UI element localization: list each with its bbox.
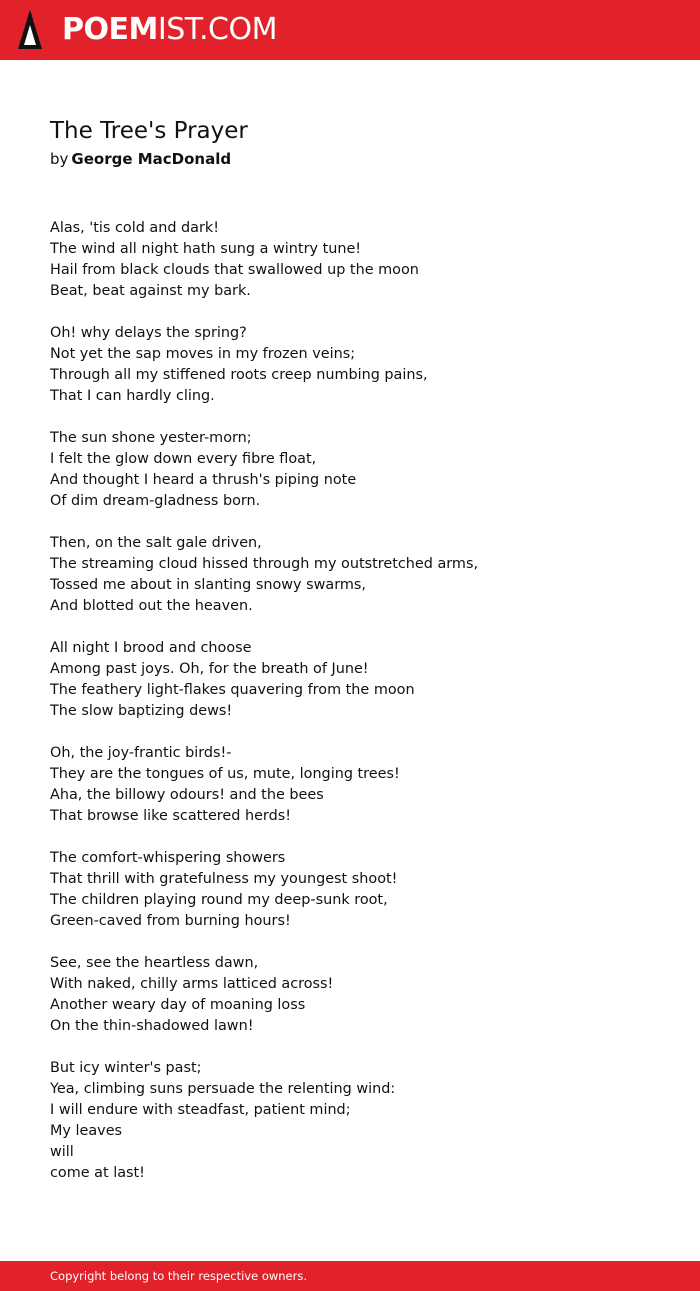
poem-line: Yea, climbing suns persuade the relenting wind: — [50, 1081, 396, 1097]
poem-line: come at last! — [50, 1165, 145, 1181]
poem-line: The sun shone yester-morn; — [50, 430, 252, 446]
site-footer — [0, 1261, 700, 1291]
poem-line: Not yet the sap moves in my frozen veins; — [50, 346, 356, 362]
poem-line: On the thin-shadowed lawn! — [50, 1018, 254, 1034]
poem-line: My leaves — [50, 1123, 123, 1139]
poem-line: Hail from black clouds that swallowed up the moon — [50, 262, 419, 278]
stanza — [50, 848, 670, 932]
poem-line: Then, on the salt gale driven, — [50, 535, 262, 551]
stanza — [50, 533, 670, 617]
poem-line: The children playing round my deep-sunk root, — [50, 892, 388, 908]
stanza — [50, 743, 670, 827]
poem-line: But icy winter's past; — [50, 1060, 202, 1076]
poem-line: Oh, the joy-frantic birds!- — [50, 745, 232, 761]
poem-line: See, see the heartless dawn, — [50, 955, 259, 971]
stanza — [50, 1058, 670, 1184]
poem-line: Beat, beat against my bark. — [50, 283, 251, 299]
logo-bold-text: POEM — [62, 12, 158, 47]
poem-line: will — [50, 1144, 74, 1160]
poem-line: The comfort-whispering showers — [50, 850, 286, 866]
site-logo[interactable] — [62, 12, 277, 48]
by-label: by — [50, 150, 69, 168]
logo-light-text: IST.COM — [157, 12, 277, 47]
poem-line: The wind all night hath sung a wintry tune! — [50, 241, 362, 257]
poem-line: That browse like scattered herds! — [50, 808, 291, 824]
poem-line: I felt the glow down every fibre float, — [50, 451, 317, 467]
stanza — [50, 428, 670, 512]
poem-line: The slow baptizing dews! — [50, 703, 233, 719]
poem-line: That I can hardly cling. — [50, 388, 215, 404]
byline — [50, 149, 231, 169]
site-header — [0, 0, 700, 60]
poem-line: The feathery light-flakes quavering from the moon — [50, 682, 415, 698]
poem-line: Alas, 'tis cold and dark! — [50, 220, 220, 236]
pencil-tip-icon[interactable] — [17, 9, 43, 51]
stanza — [50, 953, 670, 1037]
stanza — [50, 638, 670, 722]
poem-line: Through all my stiffened roots creep numbing pains, — [50, 367, 428, 383]
poem-line: And blotted out the heaven. — [50, 598, 253, 614]
poem-line: Aha, the billowy odours! and the bees — [50, 787, 324, 803]
poem-line: All night I brood and choose — [50, 640, 252, 656]
poem-line: Of dim dream-gladness born. — [50, 493, 261, 509]
poem-line: They are the tongues of us, mute, longing trees! — [50, 766, 400, 782]
author-name: George MacDonald — [71, 150, 232, 168]
poem-line: Among past joys. Oh, for the breath of June! — [50, 661, 369, 677]
poem-body — [50, 218, 670, 1205]
poem-line: And thought I heard a thrush's piping note — [50, 472, 357, 488]
poem-line: That thrill with gratefulness my youngest shoot! — [50, 871, 398, 887]
poem-line: Another weary day of moaning loss — [50, 997, 306, 1013]
poem-title: The Tree's Prayer — [50, 118, 248, 144]
poem-line: Oh! why delays the spring? — [50, 325, 247, 341]
poem-line: I will endure with steadfast, patient mind; — [50, 1102, 351, 1118]
poem-line: Green-caved from burning hours! — [50, 913, 291, 929]
stanza — [50, 323, 670, 407]
copyright-text: Copyright belong to their respective owners. — [50, 1269, 308, 1283]
poem-line: Tossed me about in slanting snowy swarms, — [50, 577, 366, 593]
stanza — [50, 218, 670, 302]
poem-line: With naked, chilly arms latticed across! — [50, 976, 334, 992]
poem-line: The streaming cloud hissed through my outstretched arms, — [50, 556, 479, 572]
